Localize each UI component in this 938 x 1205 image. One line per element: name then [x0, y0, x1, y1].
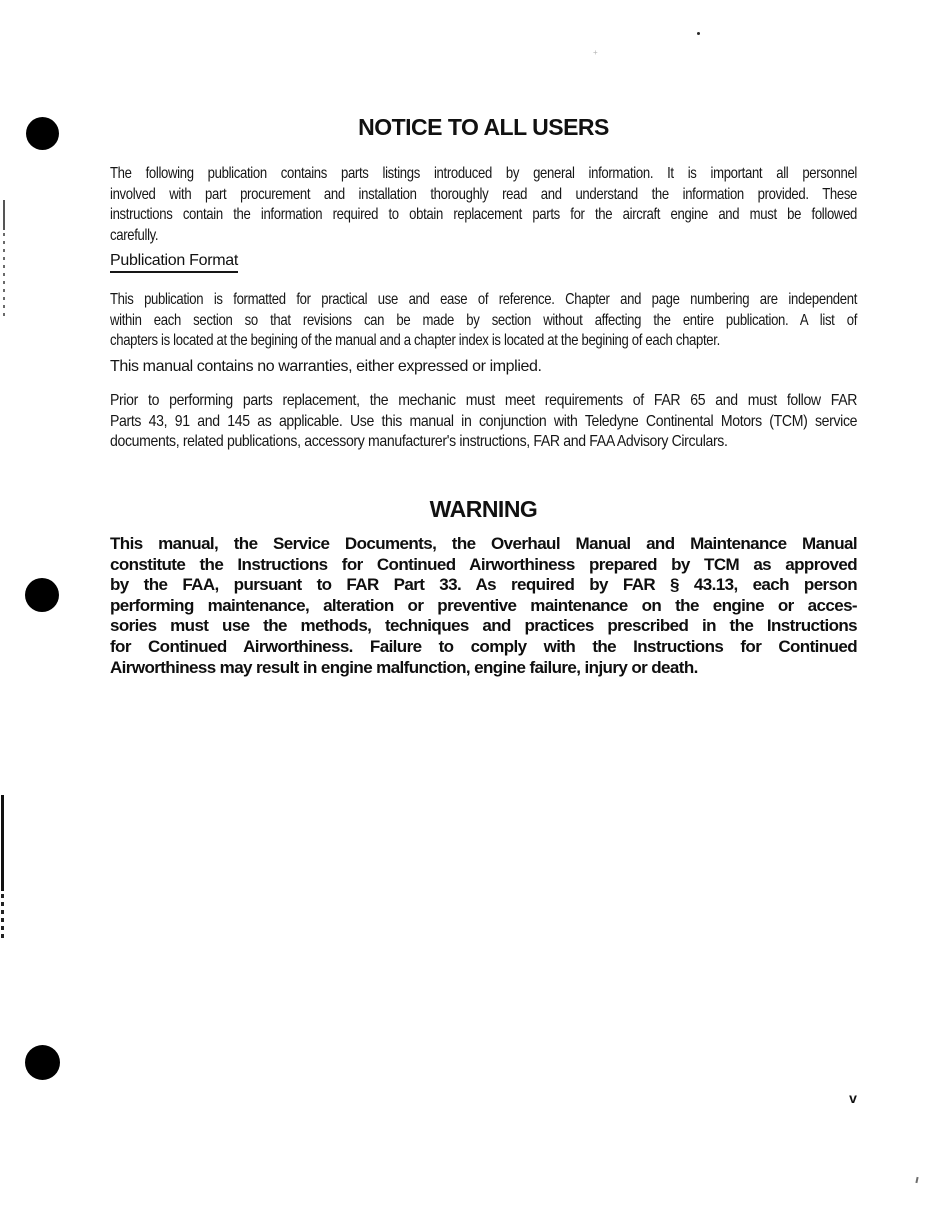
- scan-line-upper-left-solid: [3, 200, 5, 230]
- text-line: carefully.: [110, 226, 159, 244]
- text-line: Airworthiness may result in engine malfunction, engine failure, injury or death.: [110, 657, 698, 677]
- text-line: documents, related publications, accessory manufacturer's instructions, FAR and FAA Advisory Circulars.: [110, 433, 728, 450]
- text-line: involved with part procurement and installation thoroughly read and understand the information provided. These: [110, 185, 858, 203]
- warning-title: WARNING: [429, 496, 538, 522]
- scan-speck-bottom-right: [915, 1177, 918, 1183]
- scan-line-lower-left-solid: [1, 795, 4, 891]
- text-line: Prior to performing parts replacement, the mechanic must meet requirements of FAR 65 and must follow FAR: [110, 392, 858, 409]
- punch-hole-top: [26, 117, 59, 150]
- notice-title: NOTICE TO ALL USERS: [358, 114, 609, 140]
- text-line: The following publication contains parts listings introduced by general information. It is important all personnel: [110, 165, 858, 182]
- publication-format-heading-wrap: [110, 252, 238, 273]
- text-line: for Continued Airworthiness. Failure to comply with the Instructions for Continued: [110, 636, 857, 656]
- text-line: within each section so that revisions can be made by section without affecting the entire publication. A list of: [110, 311, 858, 329]
- text-line: constitute the Instructions for Continued Airworthiness prepared by TCM as approved: [110, 554, 857, 574]
- text-line: instructions contain the information required to obtain replacement parts for the aircraft engine and must be followed: [110, 206, 858, 223]
- page-number: v: [849, 1090, 857, 1106]
- scan-line-upper-left-dashed: [3, 233, 5, 321]
- text-line: This manual, the Service Documents, the Overhaul Manual and Maintenance Manual: [110, 534, 857, 553]
- text-line: sories must use the methods, techniques and practices prescribed in the Instructions: [110, 616, 857, 636]
- text-line: Parts 43, 91 and 145 as applicable. Use this manual in conjunction with Teledyne Continental Motors (TCM) service: [110, 412, 858, 430]
- text-line: This publication is formatted for practical use and ease of reference. Chapter and page numbering are independent: [110, 291, 858, 308]
- scan-line-lower-left-dashed: [1, 894, 4, 940]
- far-requirements-paragraph: [110, 391, 857, 453]
- page-content: [110, 0, 857, 1205]
- publication-format-paragraph: [110, 290, 857, 352]
- text-line: chapters is located at the begining of the manual and a chapter index is located at the begining of each chapter.: [110, 332, 720, 349]
- warning-paragraph: [110, 534, 857, 678]
- text-line: performing maintenance, alteration or preventive maintenance on the engine or acces-: [110, 595, 857, 615]
- notice-intro-paragraph: [110, 164, 857, 246]
- publication-format-heading: Publication Format: [110, 252, 238, 273]
- punch-hole-middle: [25, 578, 59, 612]
- punch-hole-bottom: [25, 1045, 60, 1080]
- text-line: This manual contains no warranties, either expressed or implied.: [110, 358, 542, 375]
- warranty-paragraph: [110, 357, 857, 378]
- scan-speck-plus: +: [593, 48, 598, 57]
- text-line: by the FAA, pursuant to FAR Part 33. As required by FAR § 43.13, each person: [110, 575, 857, 595]
